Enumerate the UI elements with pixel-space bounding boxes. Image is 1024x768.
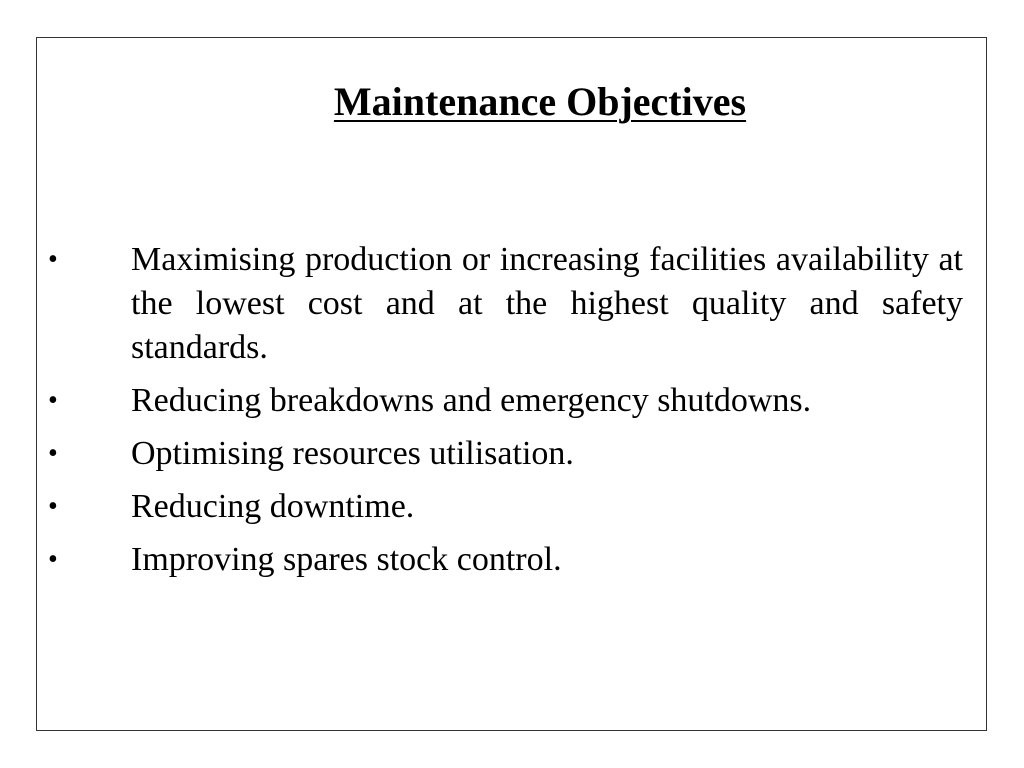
bullet-icon: • [48,244,58,275]
slide-title: Maintenance Objectives [333,79,747,124]
bullet-text: Reducing breakdowns and emergency shutdowns. [131,382,812,419]
bullet-icon: • [48,544,58,575]
bullet-item [48,485,963,529]
bullet-text: Reducing downtime. [131,488,415,525]
bullet-item [48,432,963,476]
bullet-text: Optimising resources utilisation. [131,435,574,472]
bullet-icon: • [48,491,58,522]
bullet-item [48,379,963,423]
bullet-text: Improving spares stock control. [131,541,562,578]
bullet-icon: • [48,438,58,469]
bullet-item [48,238,963,370]
bullet-text: Maximising production or increasing facilities availability at the lowest cost and at the highest quality and safety standards. [131,241,963,366]
bullet-item [48,538,963,582]
bullet-list [48,238,963,591]
bullet-icon: • [48,385,58,416]
